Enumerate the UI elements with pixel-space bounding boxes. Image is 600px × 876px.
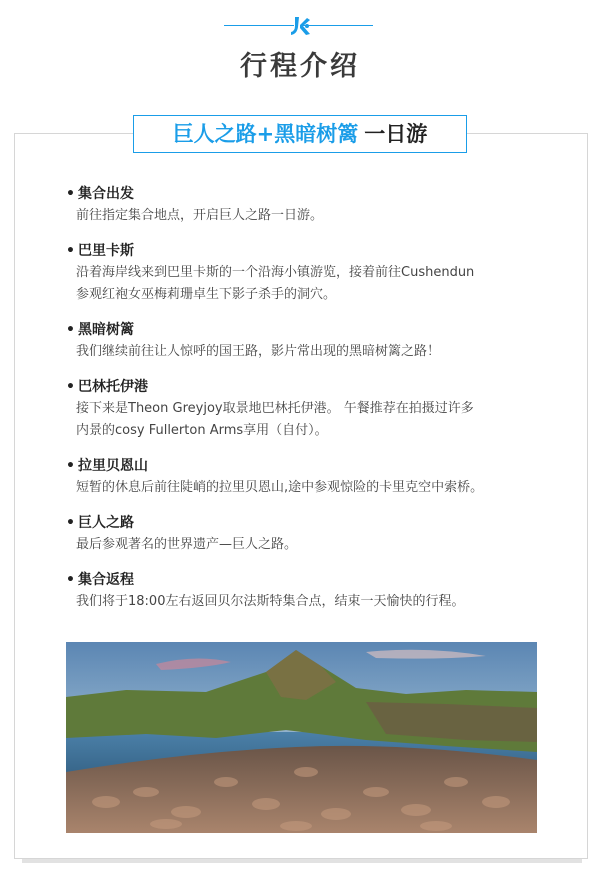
bullet-icon: • xyxy=(66,458,75,474)
item-desc: 参观红袍女巫梅莉珊卓生下影子杀手的洞穴。 xyxy=(76,287,337,302)
itinerary-item xyxy=(66,319,546,363)
item-desc: 短暂的休息后前往陡峭的拉里贝恩山,途中参观惊险的卡里克空中索桥。 xyxy=(76,480,484,495)
item-desc: 内景的cosy Fullerton Arms享用（自付）。 xyxy=(76,423,328,438)
item-title: 巴林托伊港 xyxy=(78,379,148,395)
itinerary-item xyxy=(66,376,546,442)
itinerary-item xyxy=(66,569,546,613)
bullet-icon: • xyxy=(66,243,75,259)
itinerary-item xyxy=(66,240,546,306)
header-divider-left xyxy=(224,25,294,26)
bullet-icon: • xyxy=(66,572,75,588)
bullet-icon: • xyxy=(66,379,75,395)
header-divider-right xyxy=(303,25,373,26)
landscape-photo xyxy=(66,642,537,833)
bullet-icon: • xyxy=(66,186,75,202)
page-header xyxy=(0,0,600,110)
item-title: 拉里贝恩山 xyxy=(78,458,148,474)
item-title: 巨人之路 xyxy=(78,515,134,531)
page-title: 行程介绍 xyxy=(240,51,360,82)
item-desc: 接下来是Theon Greyjoy取景地巴林托伊港。 午餐推荐在拍摄过许多 xyxy=(76,401,474,416)
itinerary-item xyxy=(66,512,546,556)
item-desc: 沿着海岸线来到巴里卡斯的一个沿海小镇游览，接着前往Cushendun xyxy=(76,265,475,280)
item-title: 集合返程 xyxy=(78,572,134,588)
tour-title-main: 巨人之路+黑暗树篱 xyxy=(172,122,359,146)
item-title: 黑暗树篱 xyxy=(78,322,134,338)
tour-title-tag xyxy=(133,115,467,153)
bullet-icon: • xyxy=(66,515,75,531)
bullet-icon: • xyxy=(66,322,75,338)
item-desc: 最后参观著名的世界遗产—巨人之路。 xyxy=(76,537,298,552)
itinerary-item xyxy=(66,183,546,227)
tour-title-suffix: 一日游 xyxy=(364,122,428,146)
item-desc: 我们继续前往让人惊呼的国王路，影片常出现的黑暗树篱之路！ xyxy=(76,344,441,359)
item-title: 巴里卡斯 xyxy=(78,243,134,259)
item-desc: 前往指定集合地点，开启巨人之路一日游。 xyxy=(76,208,324,223)
item-desc: 我们将于18:00左右返回贝尔法斯特集合点，结束一天愉快的行程。 xyxy=(76,594,465,609)
itinerary-list xyxy=(66,183,546,626)
item-title: 集合出发 xyxy=(78,186,134,202)
brand-logo-icon xyxy=(287,13,313,39)
itinerary-item xyxy=(66,455,546,499)
